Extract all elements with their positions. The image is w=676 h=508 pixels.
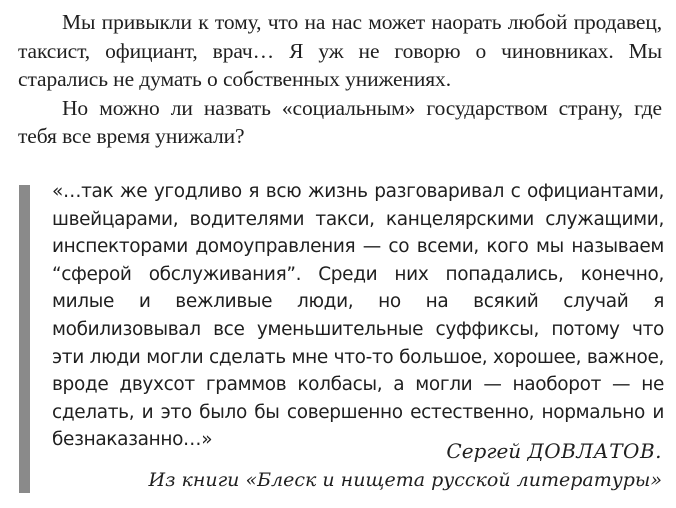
body-paragraph-2: Но можно ли назвать «социальным» государством страну, где тебя все время унижали? xyxy=(18,95,662,148)
quote-author xyxy=(446,438,662,464)
author-first-name: Сергей xyxy=(446,439,522,463)
author-last-name: ДОВЛАТОВ. xyxy=(527,439,662,463)
body-paragraph-1: Мы привыкли к тому, что на нас может наорать любой продавец, таксист, официант, врач… Я уж не говорю о чиновниках. Мы старались не думать о собственных унижениях. xyxy=(18,10,662,91)
quote-accent-bar xyxy=(19,185,30,493)
body-text xyxy=(18,8,662,151)
quote-text: «…так же угодливо я всю жизнь разговаривал с официантами, швейцарами, водителями такси, канцелярскими служащими, инспекторами домоуправления — со всеми, кого мы называем “сферой обслуживания”. Среди них попадались, конечно, милые и вежливые люди, но на всякий случай я мобилизовывал все уменьшительные суффиксы, потому что эти люди могли сделать мне что-то большое, хорошее, важное, вроде двухсот граммов колбасы, а могли — наоборот — не сделать, и это было бы совершенно естественно, нормально и безнаказанно…» xyxy=(52,181,664,451)
quote-source: Из книги «Блеск и нищета русской литературы» xyxy=(148,469,662,491)
